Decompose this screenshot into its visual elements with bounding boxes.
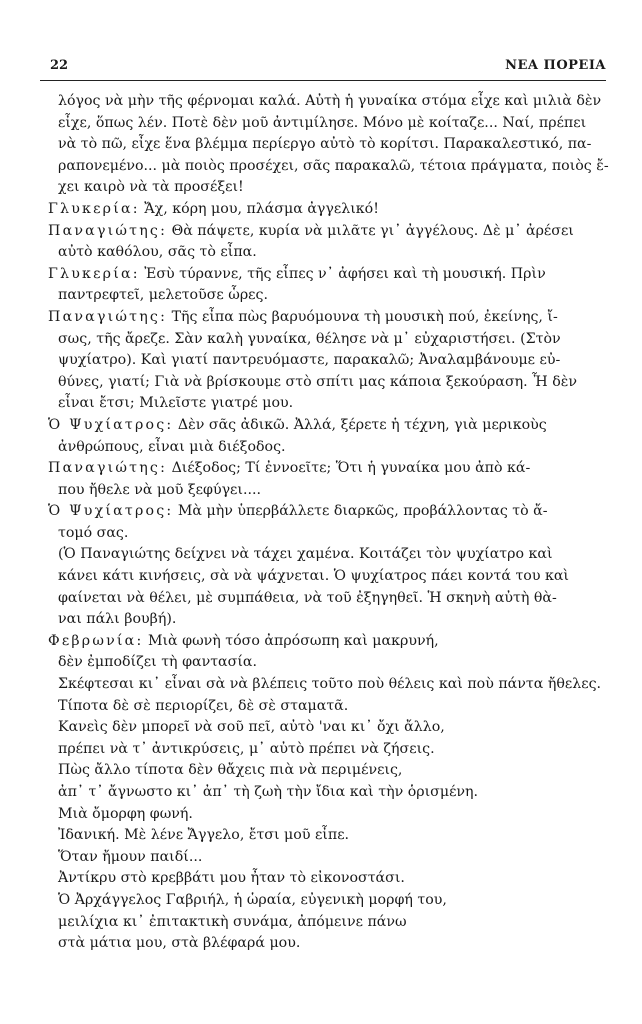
line-text: Ἀντίκρυ στὸ κρεββάτι μου ἦταν τὸ εἰκονοστάσι.	[58, 870, 405, 887]
line-text: κάνει κάτι κινήσεις, σὰ νὰ ψάχνεται. Ὁ ψυχίατρος πάει κοντά του καὶ	[58, 568, 569, 585]
line-text: θύνες, γιατί; Γιὰ νὰ βρίσκουμε στὸ σπίτι μας κάποια ξεκούραση. Ἦ δὲν	[58, 373, 578, 390]
page-body	[48, 91, 609, 955]
dialogue-line	[48, 458, 596, 480]
speaker-name: Παναγιώτης:	[48, 460, 168, 477]
page-number: 22	[50, 58, 69, 73]
line-text: Πὼς ἄλλο τίποτα δὲν θἄχεις πιὰ νὰ περιμένεις,	[58, 762, 403, 779]
speaker-name: Ὁ Ψυχίατρος:	[48, 503, 174, 520]
line-text: Διέξοδος; Τί ἐννοεῖτε; Ὅτι ἡ γυναίκα μου ἀπὸ κά-	[171, 460, 531, 477]
line-text: εἶναι ἔτσι; Μιλεῖστε γιατρέ μου.	[58, 395, 294, 412]
page-header	[40, 58, 606, 80]
text-line	[48, 372, 596, 394]
line-text: νὰ τὸ πῶ, εἶχε ἕνα βλέμμα περίεργο αὐτὸ τὸ κορίτσι. Παρακαλεστικό, πα-	[58, 136, 592, 153]
line-text: σως, τῆς ἄρεζε. Σὰν καλὴ γυναίκα, θέλησε νὰ μ᾽ εὐχαριστήσει. (Στὸν	[58, 330, 561, 347]
line-text: ἀπ᾽ τ᾽ ἄγνωστο κι᾽ ἀπ᾽ τὴ ζωὴ τὴν ἴδια καὶ τὴν ὁρισμένη.	[58, 784, 479, 800]
text-line	[48, 329, 596, 351]
speaker-name: Παναγιώτης:	[48, 308, 168, 325]
text-line	[48, 350, 596, 372]
text-line	[48, 868, 596, 890]
line-text: λόγος νὰ μὴν τῆς φέρνομαι καλά. Αὐτὴ ἡ γυναίκα στόμα εἶχε καὶ μιλιὰ δὲν	[58, 93, 602, 109]
text-line	[48, 912, 596, 934]
line-text: (Ὁ Παναγιώτης δείχνει νὰ τάχει χαμένα. Κοιτάζει τὸν ψυχίατρο καὶ	[58, 546, 553, 563]
text-line	[48, 609, 596, 631]
text-line	[48, 804, 596, 826]
line-text: μειλίχια κι᾽ ἐπιτακτικὴ συνάμα, ἀπόμεινε πάνω	[58, 913, 407, 930]
text-line	[48, 544, 596, 566]
text-line	[48, 825, 596, 847]
dialogue-line	[48, 307, 596, 329]
text-line	[48, 588, 596, 610]
line-text: φαίνεται νὰ θέλει, μὲ συμπάθεια, νὰ τοῦ ἐξηγηθεῖ. Ἡ σκηνὴ αὐτὴ θὰ-	[58, 589, 557, 606]
header-rule	[40, 80, 606, 81]
text-line	[48, 242, 596, 264]
text-line	[48, 717, 596, 739]
line-text: ναι πάλι βουβή).	[58, 611, 177, 628]
line-text: Ὁ Ἀρχάγγελος Γαβριήλ, ἡ ὡραία, εὐγενικὴ μορφή του,	[58, 891, 447, 908]
speaker-name: Γλυκερία:	[48, 200, 140, 217]
line-text: Σκέφτεσαι κι᾽ εἶναι σὰ νὰ βλέπεις τοῦτο ποὺ θέλεις καὶ ποὺ πάντα ἤθελες.	[58, 676, 602, 693]
text-line	[48, 91, 602, 113]
line-text: Ἐσὺ τύραννε, τῆς εἶπες ν᾽ ἀφήσει καὶ τὴ μουσική. Πρὶν	[144, 265, 546, 282]
text-line	[48, 156, 609, 178]
text-line	[48, 890, 596, 912]
line-text: στὰ μάτια μου, στὰ βλέφαρά μου.	[58, 935, 301, 952]
text-line	[48, 739, 596, 761]
line-text: Ἄχ, κόρη μου, πλάσμα ἀγγελικό!	[144, 200, 379, 217]
text-line	[48, 847, 596, 869]
dialogue-line	[48, 199, 596, 221]
text-line	[48, 696, 596, 718]
text-line	[48, 285, 596, 307]
speaker-name: Παναγιώτης:	[48, 222, 168, 239]
text-line	[48, 760, 596, 782]
running-head: ΝΕΑ ΠΟΡΕΙΑ	[505, 58, 606, 73]
text-line	[48, 393, 596, 415]
line-text: πρέπει νὰ τ᾽ ἀντικρύσεις, μ᾽ αὐτὸ πρέπει νὰ ζήσεις.	[58, 740, 435, 757]
line-text: χει καιρὸ νὰ τὰ προσέξει!	[58, 179, 244, 196]
text-line	[48, 523, 596, 545]
line-text: ψυχίατρο). Καὶ γιατί παντρευόμαστε, παρακαλῶ; Ἀναλαμβάνουμε εὐ-	[58, 352, 561, 369]
line-text: ραπονεμένο... μὰ ποιὸς προσέχει, σᾶς παρακαλῶ, τέτοια πράγματα, ποιὸς ἔ-	[58, 157, 609, 174]
line-text: Ἰδανική. Μὲ λένε Ἄγγελο, ἔτσι μοῦ εἶπε.	[58, 827, 350, 844]
line-text: Τίποτα δὲ σὲ περιορίζει, δὲ σὲ σταματᾶ.	[58, 697, 349, 714]
line-text: Κανεὶς δὲν μπορεῖ νὰ σοῦ πεῖ, αὐτὸ 'ναι κι᾽ ὄχι ἄλλο,	[58, 719, 445, 736]
dialogue-line	[48, 415, 596, 437]
line-text: Μιὰ φωνὴ τόσο ἀπρόσωπη καὶ μακρυνή,	[147, 632, 439, 649]
dialogue-line	[48, 221, 596, 243]
line-text: αὐτὸ καθόλου, σᾶς τὸ εἶπα.	[58, 244, 257, 261]
speaker-name: Φεβρωνία:	[48, 632, 144, 649]
dialogue-line	[48, 631, 596, 653]
line-text: εἶχε, ὅπως λέν. Ποτὲ δὲν μοῦ ἀντιμίλησε. Μόνο μὲ κοίταζε... Ναί, πρέπει	[58, 114, 587, 131]
text-line	[48, 437, 596, 459]
speaker-name: Γλυκερία:	[48, 265, 140, 282]
line-text: Ὅταν ἤμουν παιδί...	[58, 848, 203, 865]
line-text: Μιὰ ὄμορφη φωνή.	[58, 805, 193, 822]
text-line	[48, 933, 596, 955]
text-line	[48, 674, 602, 696]
speaker-name: Ὁ Ψυχίατρος:	[48, 416, 174, 433]
text-line	[48, 134, 596, 156]
line-text: Δὲν σᾶς ἀδικῶ. Ἀλλά, ξέρετε ἡ τέχνη, γιὰ μερικοὺς	[177, 416, 547, 433]
dialogue-line	[48, 501, 596, 523]
line-text: ἀνθρώπους, εἶναι μιὰ διέξοδος.	[58, 438, 286, 455]
text-line	[48, 652, 596, 674]
line-text: δὲν ἐμποδίζει τὴ φαντασία.	[58, 654, 257, 671]
dialogue-line	[48, 264, 596, 286]
line-text: Μὰ μὴν ὑπερβάλλετε διαρκῶς, προβάλλοντας τὸ ἄ-	[177, 503, 548, 520]
text-line	[48, 782, 596, 804]
text-line	[48, 566, 596, 588]
line-text: Θὰ πάψετε, κυρία νὰ μιλᾶτε γι᾽ ἀγγέλους. Δὲ μ᾽ ἀρέσει	[171, 222, 574, 239]
text-line	[48, 113, 596, 135]
line-text: που ἤθελε νὰ μοῦ ξεφύγει....	[58, 481, 262, 498]
line-text: τομό σας.	[58, 524, 129, 541]
text-line	[48, 480, 596, 502]
line-text: Τῆς εἶπα πὼς βαρυόμουνα τὴ μουσικὴ πού, ἐκείνης, ἴ-	[171, 308, 558, 325]
line-text: παντρεφτεῖ, μελετοῦσε ὧρες.	[58, 287, 268, 304]
text-line	[48, 177, 596, 199]
